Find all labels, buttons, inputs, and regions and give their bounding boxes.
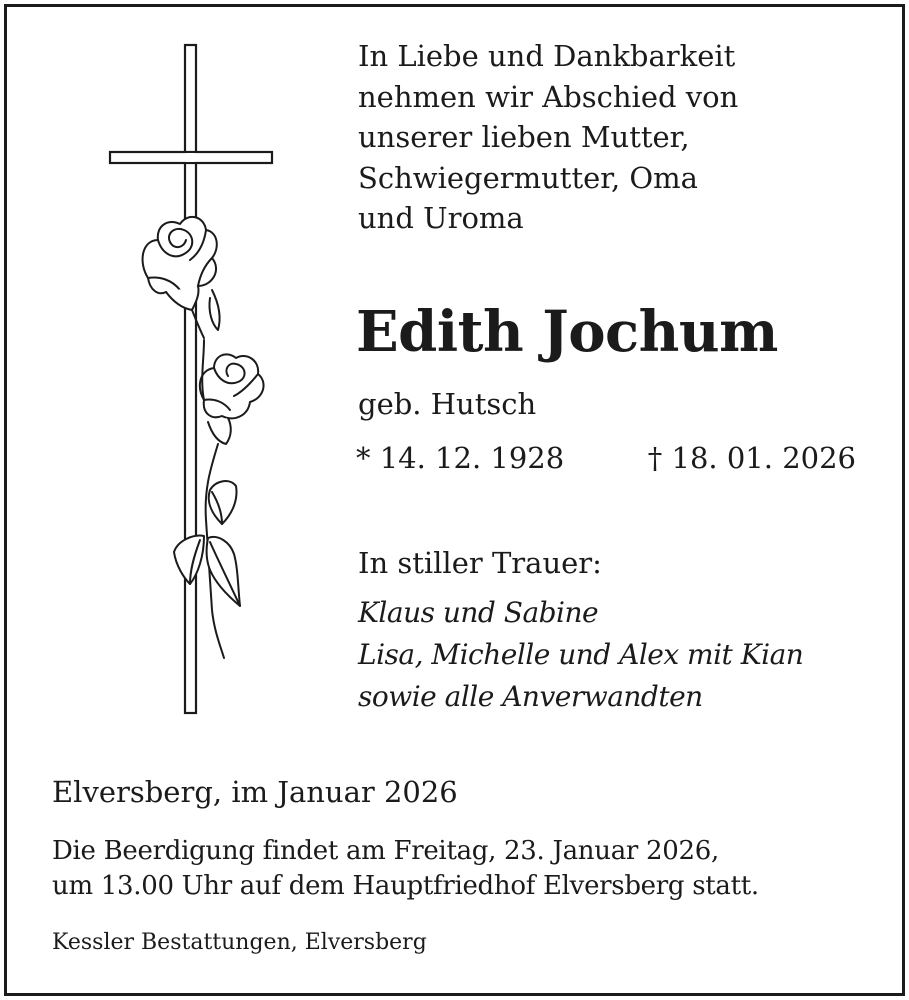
funeral-line: Die Beerdigung findet am Freitag, 23. Januar 2026,: [52, 836, 719, 866]
intro-line: Schwiegermutter, Oma: [358, 160, 698, 195]
mourners-list: [358, 592, 803, 718]
rose-icon: [143, 217, 264, 658]
mourner-line: sowie alle Anverwandten: [358, 680, 703, 713]
place-and-date: Elversberg, im Januar 2026: [52, 775, 458, 809]
deceased-name: Edith Jochum: [356, 299, 778, 365]
intro-line: In Liebe und Dankbarkeit: [358, 39, 736, 73]
cross-with-roses-illustration: [100, 40, 290, 720]
intro-line: nehmen wir Abschied von: [358, 79, 739, 114]
death-date: † 18. 01. 2026: [647, 441, 856, 475]
intro-text: [358, 36, 878, 239]
maiden-name: geb. Hutsch: [358, 387, 537, 421]
funeral-line: um 13.00 Uhr auf dem Hauptfriedhof Elversberg statt.: [52, 871, 759, 901]
intro-line: unserer lieben Mutter,: [358, 120, 690, 154]
mourning-heading: In stiller Trauer:: [358, 546, 602, 580]
birth-date: * 14. 12. 1928: [356, 441, 565, 475]
funeral-info: [52, 834, 759, 904]
undertaker: Kessler Bestattungen, Elversberg: [52, 930, 427, 955]
intro-line: und Uroma: [358, 201, 524, 235]
mourner-line: Klaus und Sabine: [358, 596, 599, 629]
life-dates: [356, 436, 856, 480]
mourner-line: Lisa, Michelle und Alex mit Kian: [358, 638, 804, 671]
